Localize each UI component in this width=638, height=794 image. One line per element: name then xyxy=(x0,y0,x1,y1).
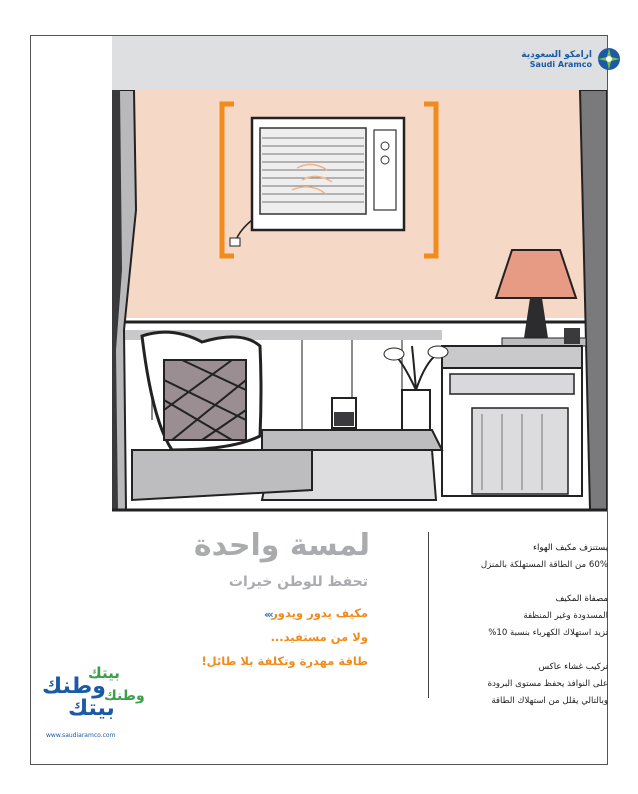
tip-2-line-2: المسدودة وغير المنظفة xyxy=(523,611,608,621)
tip-2-line-3: تزيد استهلاك الكهرباء بنسبة 10% xyxy=(488,628,608,638)
body-line-2: ولا من مستفيد... xyxy=(270,630,368,644)
brand-wordmark xyxy=(42,664,152,724)
logo-arabic-text: ارامكو السعودية xyxy=(521,50,592,60)
tip-3-line-1: تركيب غشاء عاكس xyxy=(538,662,608,672)
tip-3 xyxy=(440,659,608,710)
column-divider xyxy=(428,532,429,698)
brand-word-2: وطنك xyxy=(42,674,106,699)
aramco-logo xyxy=(521,50,592,69)
tips-column xyxy=(440,540,608,727)
aramco-star-icon xyxy=(596,46,622,72)
brand-word-1: بيتك xyxy=(88,664,120,682)
website-url[interactable]: www.saudiaramco.com xyxy=(46,732,116,739)
tip-2-line-1: مصفاة المكيف xyxy=(555,594,608,604)
subheadline: تحفظ للوطن خيرات xyxy=(228,574,368,590)
tip-1-line-2: 60% من الطاقة المستهلكة بالمنزل xyxy=(480,560,608,570)
headline: لمسة واحدة xyxy=(193,528,370,563)
body-line-3: طاقة مهدرة وتكلفة بلا طائل! xyxy=(201,654,368,668)
brand-word-3: وطنك xyxy=(104,688,145,704)
tip-1-line-1: يستنزف مكيف الهواء xyxy=(532,543,608,553)
tip-3-line-3: وبالتالي يقلل من استهلاك الطاقة xyxy=(491,696,608,706)
tip-1 xyxy=(440,540,608,574)
logo-english-text: Saudi Aramco xyxy=(529,60,592,69)
tip-2 xyxy=(440,591,608,642)
room-illustration xyxy=(112,90,607,518)
brand-word-4: بيتك xyxy=(68,696,115,721)
tip-3-line-2: على النوافذ يحفظ مستوى البرودة xyxy=(487,679,608,689)
body-line-1: مكيف يدور ويدور xyxy=(271,606,368,620)
chevrons-icon: ‹‹‹ xyxy=(264,608,272,621)
